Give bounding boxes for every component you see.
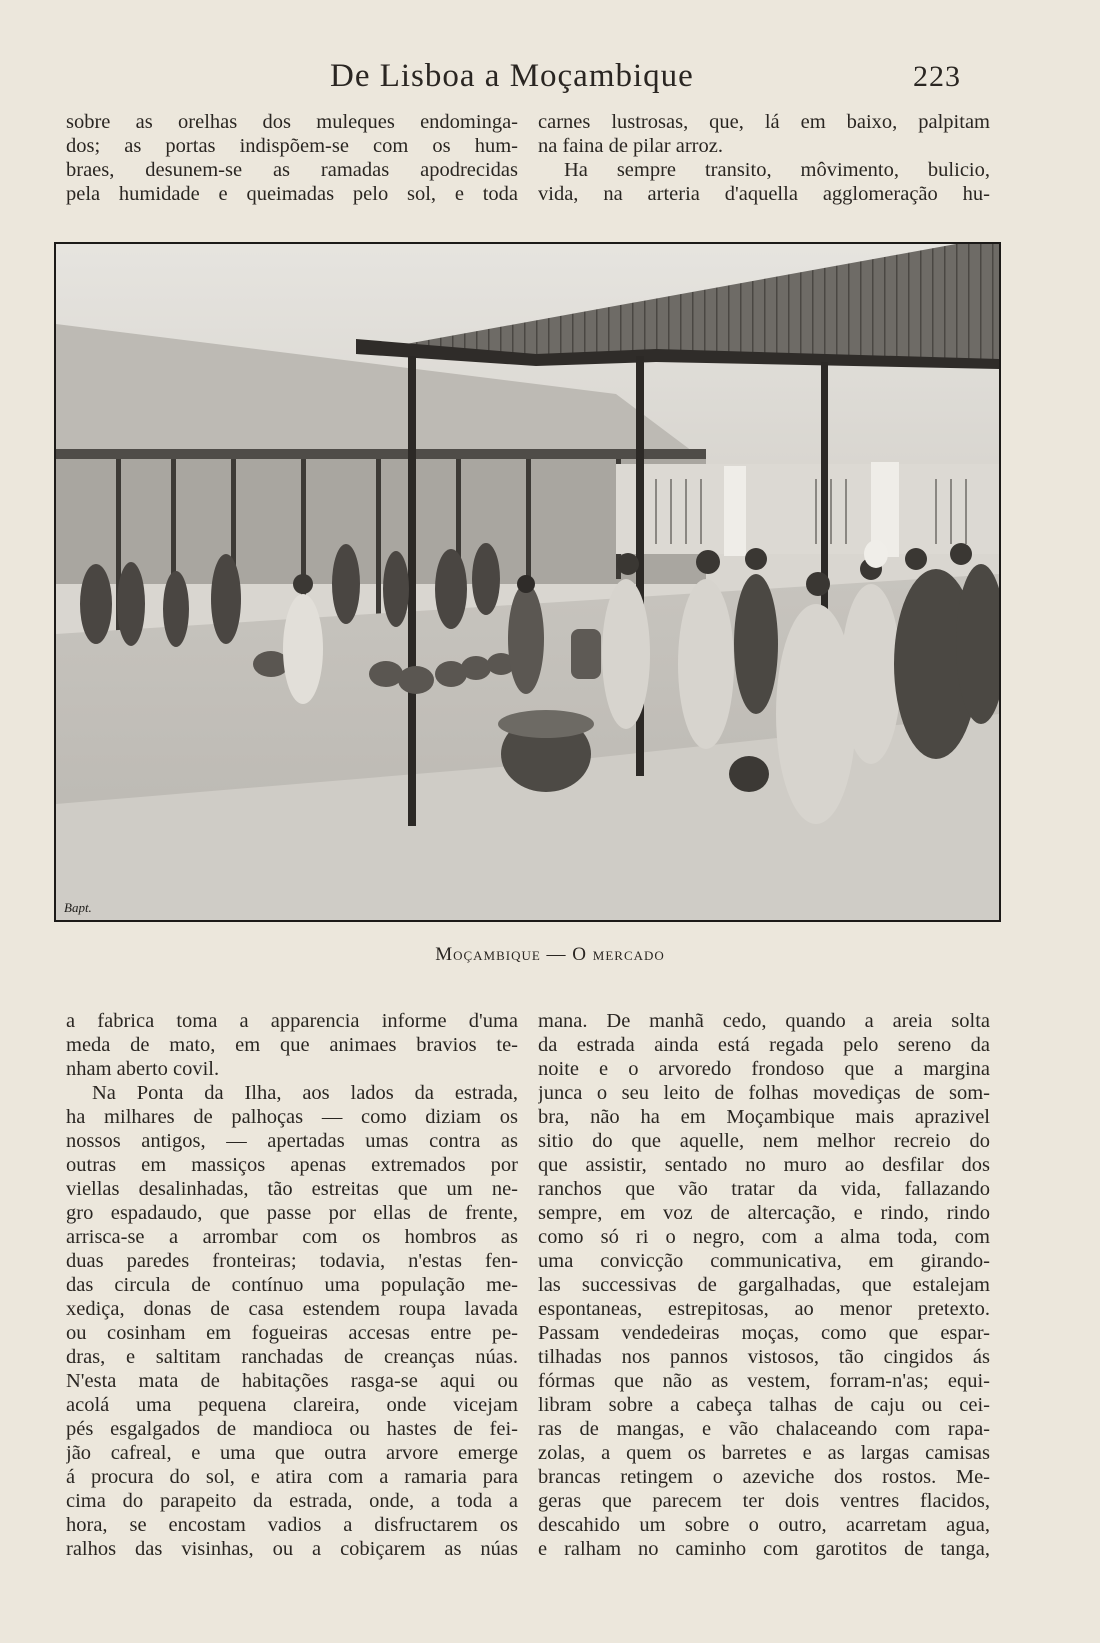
text-line: dos; as portas indispõem-se com os hum-: [66, 135, 518, 157]
text-line: N'esta mata de habitações rasga-se aqui ou: [66, 1370, 518, 1392]
engraver-signature: Bapt.: [64, 900, 92, 915]
text-line: e ralham no caminho com garotitos de tanga,: [538, 1538, 990, 1560]
text-line: da estrada ainda está regada pelo sereno da: [538, 1034, 990, 1056]
text-line: dras, e saltitam ranchadas de creanças núas.: [66, 1346, 518, 1368]
column-bottom-left: [66, 1009, 518, 1561]
text-line: las successivas de gargalhadas, que estalejam: [538, 1274, 990, 1296]
text-line: acolá uma pequena clareira, onde vicejam: [66, 1394, 518, 1416]
text-line: carnes lustrosas, que, lá em baixo, palpitam: [538, 111, 990, 133]
running-title: De Lisboa a Moçambique: [330, 58, 694, 94]
text-line: gro espadaudo, que passe por ellas de frente,: [66, 1202, 518, 1224]
text-line: descahido um sobre o outro, acarretam agua,: [538, 1514, 990, 1536]
text-line: brancas retingem o azeviche dos rostos. Me-: [538, 1466, 990, 1488]
text-line: Na Ponta da Ilha, aos lados da estrada,: [92, 1082, 518, 1104]
text-line: nossos antigos, — apertadas umas contra as: [66, 1130, 518, 1152]
text-line: braes, desunem-se as ramadas apodrecidas: [66, 159, 518, 181]
text-line: duas paredes fronteiras; todavia, n'estas fen-: [66, 1250, 518, 1272]
text-line: ralhos das visinhas, ou a cobiçarem as núas: [66, 1538, 518, 1560]
text-line: a fabrica toma a apparencia informe d'uma: [66, 1010, 518, 1032]
page-number: 223: [913, 60, 961, 93]
text-line: pés esgalgados de mandioca ou hastes de fei-: [66, 1418, 518, 1440]
text-line: libram sobre a cabeça talhas de caju ou cei-: [538, 1394, 990, 1416]
text-line: Passam vendedeiras moças, como que espar-: [538, 1322, 990, 1344]
text-line: sitio do que aquelle, nem melhor recreio do: [538, 1130, 990, 1152]
text-line: tilhadas nos pannos vistosos, tão cingidos ás: [538, 1346, 990, 1368]
text-line: sobre as orelhas dos muleques endominga-: [66, 111, 518, 133]
text-line: junca o seu leito de folhas movediças de som-: [538, 1082, 990, 1104]
column-bottom-right: [538, 1009, 990, 1561]
text-line: geras que parecem ter dois ventres flacidos,: [538, 1490, 990, 1512]
text-line: ha milhares de palhoças — como diziam os: [66, 1106, 518, 1128]
text-line: pela humidade e queimadas pelo sol, e toda: [66, 183, 518, 205]
text-line: mana. De manhã cedo, quando a areia solta: [538, 1010, 990, 1032]
text-line: zolas, a quem os barretes e as largas camisas: [538, 1442, 990, 1464]
text-line: fórmas que não as vestem, forram-n'as; equi-: [538, 1370, 990, 1392]
text-line: meda de mato, em que animaes bravios te-: [66, 1034, 518, 1056]
market-photograph: [54, 242, 1001, 922]
text-line: cima do parapeito da estrada, onde, a toda a: [66, 1490, 518, 1512]
text-line: como só ri o negro, com a alma toda, com: [538, 1226, 990, 1248]
text-line: vida, na arteria d'aquella agglomeração hu-: [538, 183, 990, 205]
text-line: á procura do sol, e atira com a ramaria para: [66, 1466, 518, 1488]
text-line: noite e o arvoredo frondoso que a margina: [538, 1058, 990, 1080]
text-line: ras de mangas, e vão chalaceando com rapa-: [538, 1418, 990, 1440]
column-top-right: [538, 110, 990, 206]
text-line: sempre, em voz de altercação, e rindo, rindo: [538, 1202, 990, 1224]
text-line: nham aberto covil.: [66, 1058, 220, 1080]
text-line: bra, não ha em Moçambique mais aprazivel: [538, 1106, 990, 1128]
text-line: jão cafreal, e uma que outra arvore emerge: [66, 1442, 518, 1464]
text-line: uma convicção communicativa, em girando-: [538, 1250, 990, 1272]
text-line: outras em massiços apenas extremados por: [66, 1154, 518, 1176]
text-line: hora, se encostam vadios a disfructarem os: [66, 1514, 518, 1536]
text-line: ranchos que vão tratar da vida, fallazando: [538, 1178, 990, 1200]
text-line: na faina de pilar arroz.: [538, 135, 723, 157]
column-top-left: [66, 110, 518, 206]
running-header: [0, 58, 1100, 102]
figure-caption: [0, 944, 1100, 966]
text-line: viellas desalinhadas, tão estreitas que um ne-: [66, 1178, 518, 1200]
text-line: espontaneas, estrepitosas, ao menor pretexto.: [538, 1298, 990, 1320]
text-line: arrisca-se a arrombar com os hombros as: [66, 1226, 518, 1248]
text-line: xediça, donas de casa estendem roupa lavada: [66, 1298, 518, 1320]
text-line: ou cosinham em fogueiras accesas entre pe-: [66, 1322, 518, 1344]
caption-text: Moçambique — O mercado: [435, 944, 665, 965]
text-line: Ha sempre transito, môvimento, bulicio,: [564, 159, 990, 181]
text-line: das circula de contínuo uma população me-: [66, 1274, 518, 1296]
text-line: que assistir, sentado no muro ao desfilar dos: [538, 1154, 990, 1176]
